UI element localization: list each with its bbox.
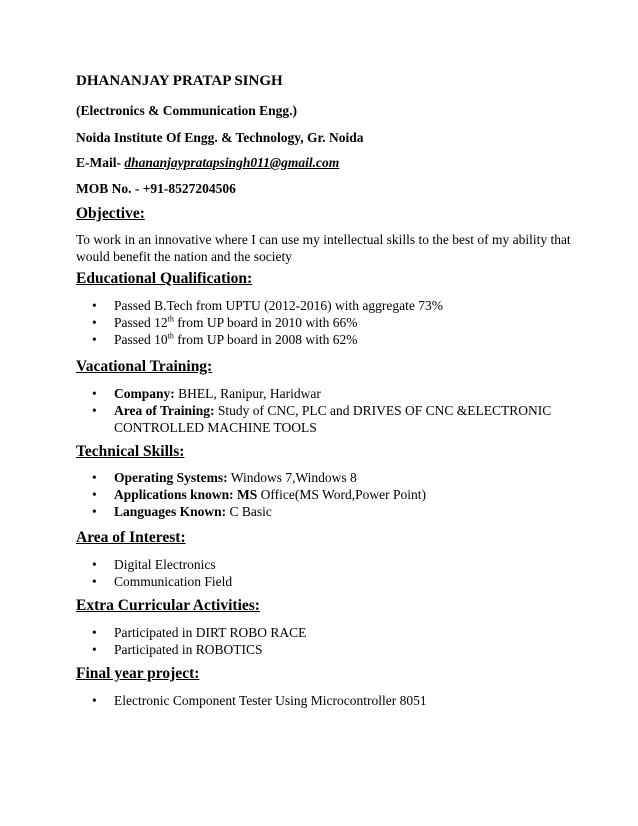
list-item: • Company: BHEL, Ranipur, Haridwar — [92, 386, 321, 401]
mobile-line: MOB No. - +91-8527204506 — [76, 181, 236, 196]
list-item: • Electronic Component Tester Using Microcontroller 8051 — [92, 693, 427, 708]
interest-list — [76, 556, 576, 590]
branch: (Electronics & Communication Engg.) — [76, 103, 297, 118]
bullet-icon: • — [92, 693, 97, 708]
candidate-name: DHANANJAY PRATAP SINGH — [76, 73, 283, 89]
list-item: • Passed 12th from UP board in 2010 with 66% — [92, 314, 358, 330]
interest-heading: Area of Interest: — [76, 529, 186, 546]
list-item: • Area of Training: Study of CNC, PLC and DRIVES OF CNC &ELECTRONIC CONTROLLED MACHINE TOOLS — [92, 403, 552, 435]
bullet-icon: • — [92, 332, 97, 347]
list-item: • Languages Known: C Basic — [92, 504, 272, 519]
bullet-icon: • — [92, 315, 97, 330]
bullet-icon: • — [92, 470, 97, 485]
list-item: • Passed 10th from UP board in 2008 with 62% — [92, 331, 358, 347]
institute: Noida Institute Of Engg. & Technology, Gr. Noida — [76, 130, 364, 145]
objective-text: To work in an innovative where I can use my intellectual skills to the best of my ability that would benefit the nation and the society — [76, 232, 571, 264]
email-link[interactable]: dhananjaypratapsingh011@gmail.com — [124, 155, 340, 170]
bullet-icon: • — [92, 403, 97, 418]
bullet-icon: • — [92, 557, 97, 572]
list-item: • Applications known: MS Office(MS Word,Power Point) — [92, 487, 426, 502]
vocational-heading: Vacational Training: — [76, 358, 213, 375]
bullet-icon: • — [92, 298, 97, 313]
email-label: E-Mail- — [76, 155, 125, 170]
bullet-icon: • — [92, 642, 97, 657]
extracurricular-list — [76, 624, 576, 658]
technical-heading: Technical Skills: — [76, 443, 185, 460]
education-heading: Educational Qualification: — [76, 270, 253, 287]
bullet-icon: • — [92, 574, 97, 589]
bullet-icon: • — [92, 504, 97, 519]
list-item: • Communication Field — [92, 574, 233, 589]
project-heading: Final year project: — [76, 665, 200, 682]
bullet-icon: • — [92, 625, 97, 640]
bullet-icon: • — [92, 386, 97, 401]
list-item: • Digital Electronics — [92, 557, 216, 572]
list-item: • Participated in ROBOTICS — [92, 642, 263, 657]
technical-list — [76, 469, 576, 520]
objective-heading: Objective: — [76, 205, 145, 222]
list-item: • Passed B.Tech from UPTU (2012-2016) with aggregate 73% — [92, 298, 443, 313]
list-item: • Participated in DIRT ROBO RACE — [92, 625, 307, 640]
bullet-icon: • — [92, 487, 97, 502]
education-list — [76, 297, 576, 348]
extracurricular-heading: Extra Curricular Activities: — [76, 597, 260, 614]
vocational-list — [76, 385, 576, 436]
email-line — [76, 155, 339, 171]
list-item: • Operating Systems: Windows 7,Windows 8 — [92, 470, 357, 485]
project-list — [76, 692, 576, 709]
